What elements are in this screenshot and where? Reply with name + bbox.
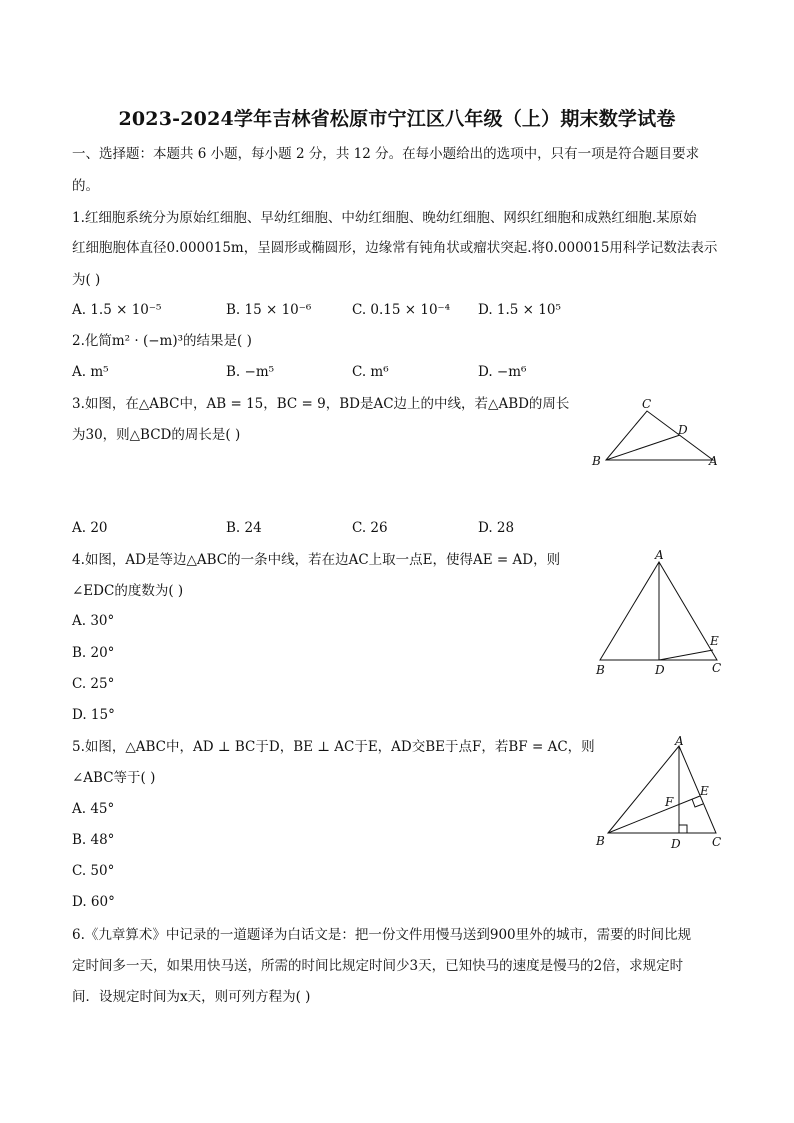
section-heading: 一、选择题：本题共 6 小题，每小题 2 分，共 12 分。在每小题给出的选项中，只有一项是符合题目要求 <box>72 146 700 162</box>
q3-option-d: D. 28 <box>478 520 515 536</box>
q1-option-a: A. 1.5 × 10⁻⁵ <box>72 302 162 318</box>
q5-option-c: C. 50° <box>72 863 115 879</box>
q2-option-a: A. m⁵ <box>72 364 109 380</box>
q5-label-e: E <box>700 784 709 798</box>
q1-text-line1: 1.红细胞系统分为原始红细胞、早幼红细胞、中幼红细胞、晚幼红细胞、网织红细胞和成熟红细胞.某原始 <box>72 210 697 226</box>
q1-text-line3: 为( ) <box>72 272 101 288</box>
q4-option-a: A. 30° <box>72 613 115 629</box>
section-heading-cont: 的。 <box>72 178 99 194</box>
q1-option-c: C. 0.15 × 10⁻⁴ <box>352 302 451 318</box>
q3-option-a: A. 20 <box>72 520 108 536</box>
q3-label-c: C <box>642 397 652 411</box>
q2-option-d: D. −m⁶ <box>478 364 527 380</box>
page-title: 2023-2024学年吉林省松原市宁江区八年级（上）期末数学试卷 <box>118 108 676 130</box>
q1-option-b: B. 15 × 10⁻⁶ <box>226 302 312 318</box>
q3-figure <box>586 394 726 474</box>
q3-option-b: B. 24 <box>226 520 262 536</box>
q4-label-d: D <box>655 663 665 677</box>
q3-label-d: D <box>678 423 688 437</box>
q4-figure <box>590 546 730 680</box>
q2-option-b: B. −m⁵ <box>226 364 275 380</box>
q4-option-b: B. 20° <box>72 645 115 661</box>
q5-label-c: C <box>712 835 722 849</box>
q1-option-d: D. 1.5 × 10⁵ <box>478 302 561 318</box>
q6-text-line1: 6.《九章算术》中记录的一道题译为白话文是：把一份文件用慢马送到900里外的城市，需要的时间比规 <box>72 927 692 943</box>
q5-label-b: B <box>596 834 605 848</box>
q4-option-d: D. 15° <box>72 707 115 723</box>
q5-option-b: B. 48° <box>72 832 115 848</box>
q6-text-line3: 间．设规定时间为x天，则可列方程为( ) <box>72 989 311 1005</box>
q2-option-c: C. m⁶ <box>352 364 389 380</box>
q1-text-line2: 红细胞胞体直径0.000015m，呈圆形或椭圆形，边缘常有钝角状或瘤状突起.将0.000015用科学记数法表示 <box>72 240 718 256</box>
q4-label-e: E <box>710 634 719 648</box>
q5-text-line2: ∠ABC等于( ) <box>72 770 156 786</box>
q2-text: 2.化简m² · (−m)³的结果是( ) <box>72 333 252 349</box>
q3-text-line2: 为30，则△BCD的周长是( ) <box>72 427 241 443</box>
q3-label-a: A <box>709 454 718 468</box>
q4-text-line1: 4.如图，AD是等边△ABC的一条中线，若在边AC上取一点E，使得AE = AD，则 <box>72 552 561 568</box>
q3-text-line1: 3.如图，在△ABC中，AB = 15，BC = 9，BD是AC边上的中线，若△ABD的周长 <box>72 396 570 412</box>
q5-option-a: A. 45° <box>72 801 115 817</box>
q5-figure <box>590 733 730 853</box>
q5-text-line1: 5.如图，△ABC中，AD ⊥ BC于D，BE ⊥ AC于E，AD交BE于点F，若BF = AC，则 <box>72 739 595 755</box>
q4-label-a: A <box>655 548 664 562</box>
q5-label-a: A <box>675 734 684 748</box>
q4-label-c: C <box>712 661 722 675</box>
q6-text-line2: 定时间多一天，如果用快马送，所需的时间比规定时间少3天，已知快马的速度是慢马的2倍，求规定时 <box>72 958 684 974</box>
q4-option-c: C. 25° <box>72 676 115 692</box>
q4-label-b: B <box>596 663 605 677</box>
q5-label-d: D <box>671 837 681 851</box>
q4-text-line2: ∠EDC的度数为( ) <box>72 583 184 599</box>
q3-option-c: C. 26 <box>352 520 388 536</box>
q3-label-b: B <box>592 454 601 468</box>
q5-option-d: D. 60° <box>72 894 115 910</box>
q5-label-f: F <box>665 795 674 809</box>
